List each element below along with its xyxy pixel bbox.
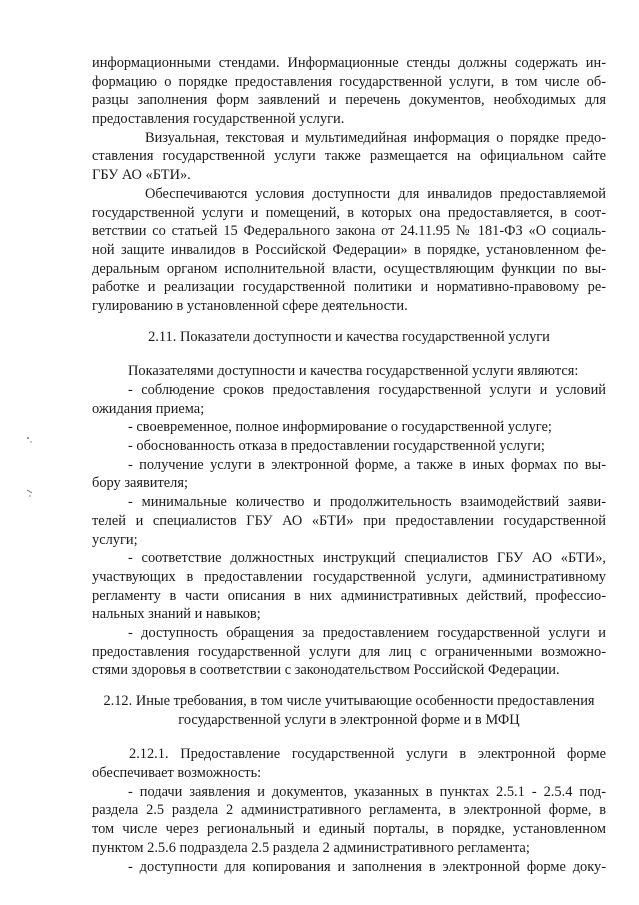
text-line: регламенту в части описания в них административных действий, профессио- bbox=[92, 587, 606, 604]
list-item: - доступность обращения за предоставлением государственной услуги и bbox=[128, 624, 606, 641]
text-line: обеспечивает возможность: bbox=[92, 765, 262, 782]
paragraph-indicators bbox=[92, 362, 606, 680]
text-line: раздела 2.5 раздела 2 административного регламента, в электронной форме, в bbox=[92, 802, 606, 819]
text-line: стями здоровья в соответствии с законодательством Российской Федерации. bbox=[92, 662, 560, 679]
text-line: Показателями доступности и качества государственной услуги являются: bbox=[128, 363, 579, 380]
text-line: ожидания приема; bbox=[92, 400, 205, 417]
heading-line: 2.12. Иные требования, в том числе учитывающие особенности предоставления bbox=[103, 693, 595, 709]
list-item: - соблюдение сроков предоставления государственной услуги и условий bbox=[128, 382, 606, 398]
text-line: гулированию в установленной сфере деятельности. bbox=[92, 297, 408, 314]
spacer bbox=[92, 346, 606, 362]
text-line: Визуальная, текстовая и мультимедийная информация о порядке предо- bbox=[145, 129, 606, 146]
list-item: - подачи заявления и документов, указанных в пунктах 2.5.1 - 2.5.4 под- bbox=[128, 783, 606, 800]
spacer bbox=[92, 729, 606, 745]
spacer bbox=[92, 316, 606, 328]
text-line: телей и специалистов ГБУ АО «БТИ» при предоставлении государственной bbox=[92, 512, 606, 529]
section-heading-2-12 bbox=[92, 692, 606, 729]
scan-speck-marks bbox=[24, 432, 44, 502]
paragraph-website bbox=[92, 129, 606, 185]
list-item: - своевременное, полное информирование о государственной услуге; bbox=[128, 419, 552, 436]
text-line: деральным органом исполнительной власти, осуществляющим функции по вы- bbox=[92, 260, 606, 277]
text-line: предоставления государственной услуги для лиц с ограниченными возможно- bbox=[92, 643, 606, 660]
text-line: формацию о порядке предоставления государственной услуги, в том числе об- bbox=[92, 73, 606, 90]
text-line: ставления государственной услуги также размещается на официальном сайте bbox=[92, 148, 606, 165]
text-line: пунктом 2.5.6 подраздела 2.5 раздела 2 административного регламента; bbox=[92, 839, 530, 856]
text-line: участвующих в предоставлении государственной услуги, административному bbox=[92, 568, 606, 585]
text-line: предоставления государственной услуги. bbox=[92, 111, 345, 128]
list-item: - соответствие должностных инструкций специалистов ГБУ АО «БТИ», bbox=[128, 550, 606, 567]
paragraph-accessibility bbox=[92, 185, 606, 316]
text-line: ной защите инвалидов в Российской Федерации» в порядке, установленном фе- bbox=[92, 241, 606, 258]
heading-line: государственной услуги в электронной форме и в МФЦ bbox=[178, 711, 520, 728]
text-line: нальных знаний и навыков; bbox=[92, 606, 261, 623]
text-line: 2.12.1. Предоставление государственной услуги в электронной форме bbox=[129, 746, 606, 763]
text-line: Обеспечиваются условия доступности для инвалидов предоставляемой bbox=[145, 185, 606, 202]
document-page bbox=[92, 54, 606, 876]
text-line: ветствии со статьей 15 Федерального закона от 24.11.95 № 181-ФЗ «О социаль- bbox=[92, 223, 606, 240]
text-line: ГБУ АО «БТИ». bbox=[92, 167, 191, 184]
text-line: бору заявителя; bbox=[92, 475, 188, 492]
text-line: услуги; bbox=[92, 531, 138, 548]
text-line: том числе через региональный и единый порталы, в порядке, установленном bbox=[92, 821, 606, 838]
paragraph-stands bbox=[92, 54, 606, 129]
paragraph-electronic-form bbox=[92, 745, 606, 876]
text-line: государственной услуги и помещений, в которых она предоставляется, в соот- bbox=[92, 204, 606, 221]
text-line: разцы заполнения форм заявлений и перечень документов, необходимых для bbox=[92, 92, 606, 109]
list-item: - доступности для копирования и заполнения в электронной форме доку- bbox=[128, 858, 606, 875]
text-line: работке и реализации государственной политики и нормативно-правовому ре- bbox=[92, 279, 606, 296]
list-item: - минимальные количество и продолжительность взаимодействий заяви- bbox=[128, 494, 606, 511]
list-item: - обоснованность отказа в предоставлении государственной услуги; bbox=[128, 438, 545, 455]
text-line: информационными стендами. Информационные стенды должны содержать ин- bbox=[92, 55, 606, 71]
list-item: - получение услуги в электронной форме, а также в иных формах по вы- bbox=[128, 456, 606, 473]
section-heading-2-11: 2.11. Показатели доступности и качества государственной услуги bbox=[148, 328, 550, 345]
spacer bbox=[92, 680, 606, 692]
